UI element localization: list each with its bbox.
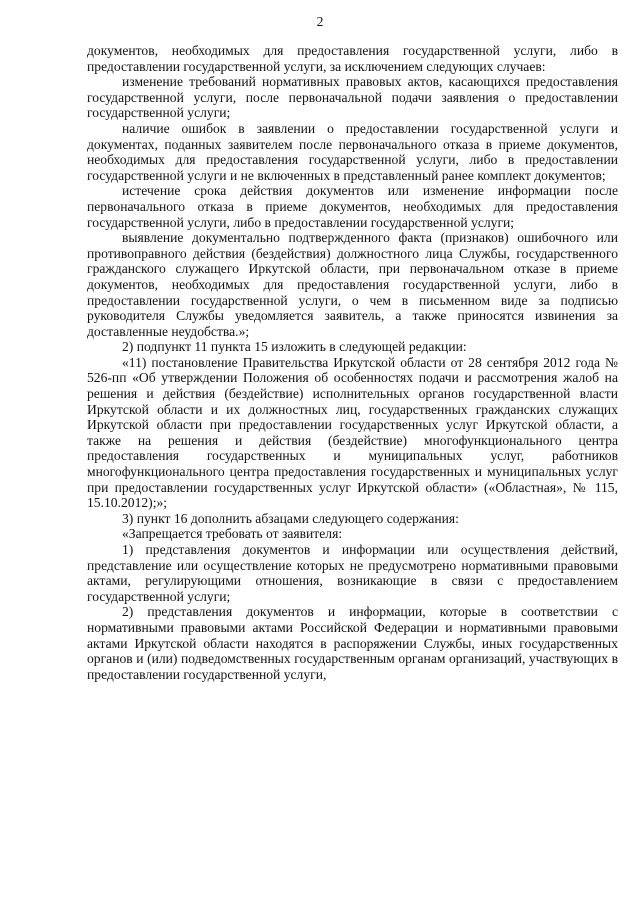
paragraph: 2) представления документов и информации, которые в соответствии с нормативными правовыми актами Российской Федерации и нормативными правовыми актами Иркутской области находятся в распоряжении Службы, иных государственных органов и (или) подведомственных государственным органам организаций, участвующих в предоставлении государственной услуги, (87, 604, 618, 682)
paragraph: «11) постановление Правительства Иркутской области от 28 сентября 2012 года № 526-пп «Об утверждении Положения об особенностях подачи и рассмотрения жалоб на решения и действия (бездействие) исполнительных органов государственной власти Иркутской области и их должностных лиц, государственных гражданских служащих Иркутской области при предоставлении государственных услуг Иркутской области, а также на решения и действия (бездействие) многофункционального центра предоставления государственных и муниципальных услуг, работников многофункционального центра предоставления государственных и муниципальных услуг при предоставлении государственных услуг Иркутской области» («Областная», № 115, 15.10.2012);»; (87, 354, 618, 511)
paragraph: 2) подпункт 11 пункта 15 изложить в следующей редакции: (122, 339, 467, 355)
paragraph: выявление документально подтвержденного факта (признаков) ошибочного или противоправного действия (бездействия) должностного лица Службы, государственного гражданского служащего Иркутской области, при первоначальном отказе в приеме документов, необходимых для предоставления государственной услуги, либо в предоставлении государственной услуги, о чем в письменном виде за подписью руководителя Службы уведомляется заявитель, а также приносятся извинения за доставленные неудобства.»; (87, 230, 618, 339)
paragraph: наличие ошибок в заявлении о предоставлении государственной услуги и документах, поданных заявителем после первоначального отказа в приеме документов, необходимых для предоставления государственной услуги, либо в предоставлении государственной услуги и не включенных в представленный ранее комплект документов; (87, 120, 618, 183)
page-number: 2 (316, 14, 324, 29)
document-body (87, 43, 618, 682)
paragraph: изменение требований нормативных правовых актов, касающихся предоставления государственной услуги, после первоначальной подачи заявления о предоставлении государственной услуги; (87, 74, 618, 121)
paragraph: истечение срока действия документов или изменение информации после первоначального отказа в приеме документов, необходимых для предоставления государственной услуги, либо в предоставлении государственной услуги; (87, 183, 618, 230)
paragraph: 1) представления документов и информации или осуществления действий, представление или осуществление которых не предусмотрено нормативными правовыми актами, регулирующими отношения, возникающие в связи с предоставлением государственной услуги; (87, 542, 618, 604)
paragraph: 3) пункт 16 дополнить абзацами следующего содержания: (122, 510, 459, 526)
paragraph: документов, необходимых для предоставления государственной услуги, либо в предоставлении государственной услуги, за исключением следующих случаев: (87, 43, 618, 74)
paragraph: «Запрещается требовать от заявителя: (122, 526, 343, 542)
